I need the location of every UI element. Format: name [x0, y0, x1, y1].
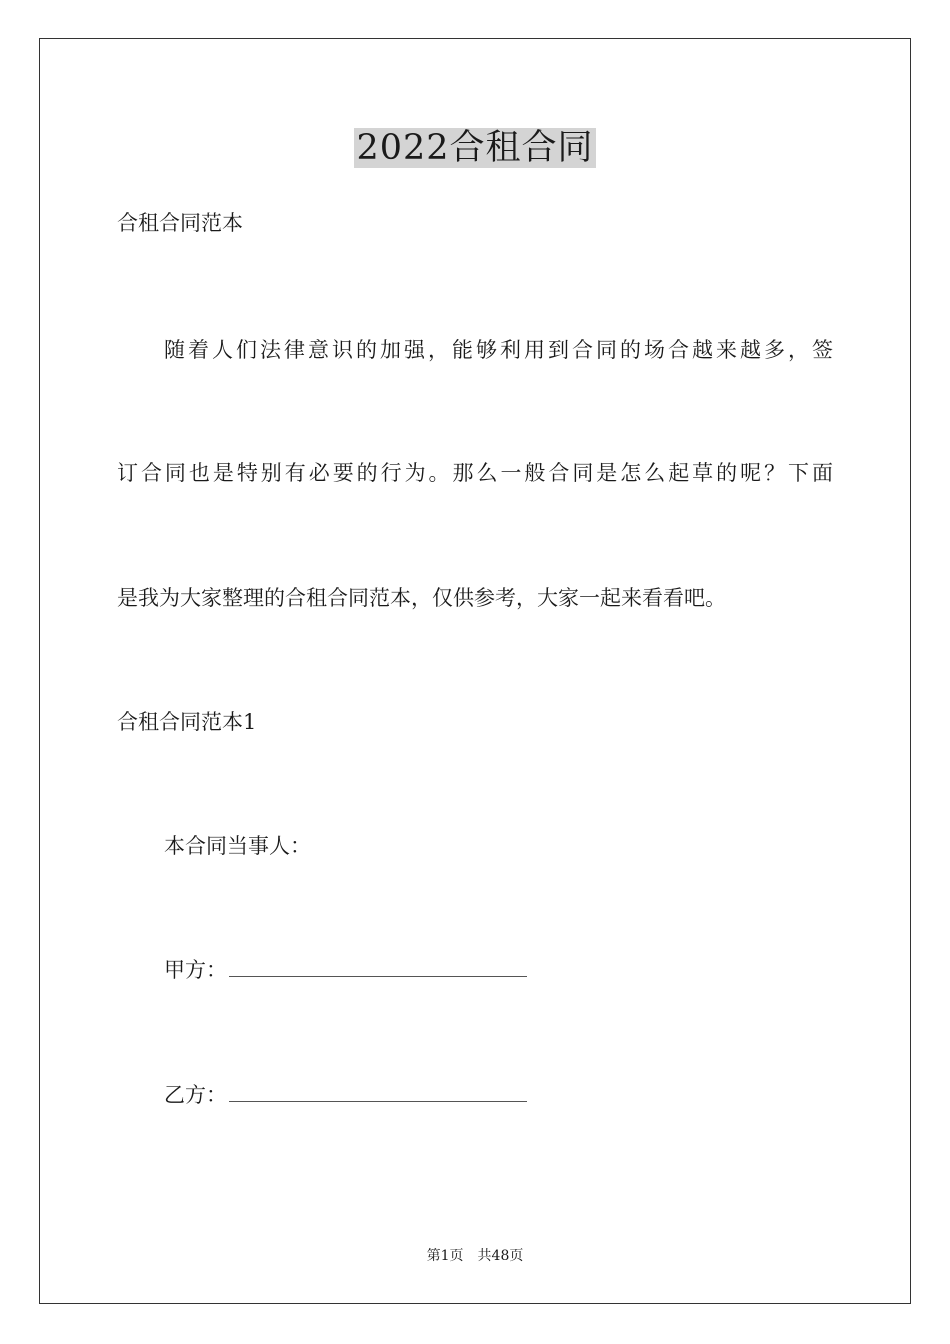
page-number-current: 第1页	[426, 1248, 464, 1264]
section-heading: 合租合同范本1	[117, 710, 257, 734]
document-title	[0, 126, 950, 170]
party-b-label: 乙方：	[164, 1083, 227, 1107]
document-title-text: 2022合租合同	[356, 128, 594, 168]
party-a-blank-line	[229, 962, 527, 977]
intro-line-2: 订合同也是特别有必要的行为。那么一般合同是怎么起草的呢？下面	[117, 461, 833, 485]
page-footer	[0, 1246, 950, 1266]
intro-line-1: 随着人们法律意识的加强，能够利用到合同的场合越来越多，签	[164, 338, 833, 362]
party-a-row	[164, 955, 527, 985]
party-b-blank-line	[229, 1087, 527, 1102]
party-b-row	[164, 1080, 527, 1110]
document-subtitle: 合租合同范本	[117, 211, 243, 235]
page-number-total: 共48页	[477, 1248, 524, 1264]
parties-label: 本合同当事人：	[164, 834, 311, 858]
party-a-label: 甲方：	[164, 958, 227, 982]
intro-line-3: 是我为大家整理的合租合同范本，仅供参考，大家一起来看看吧。	[117, 586, 726, 610]
